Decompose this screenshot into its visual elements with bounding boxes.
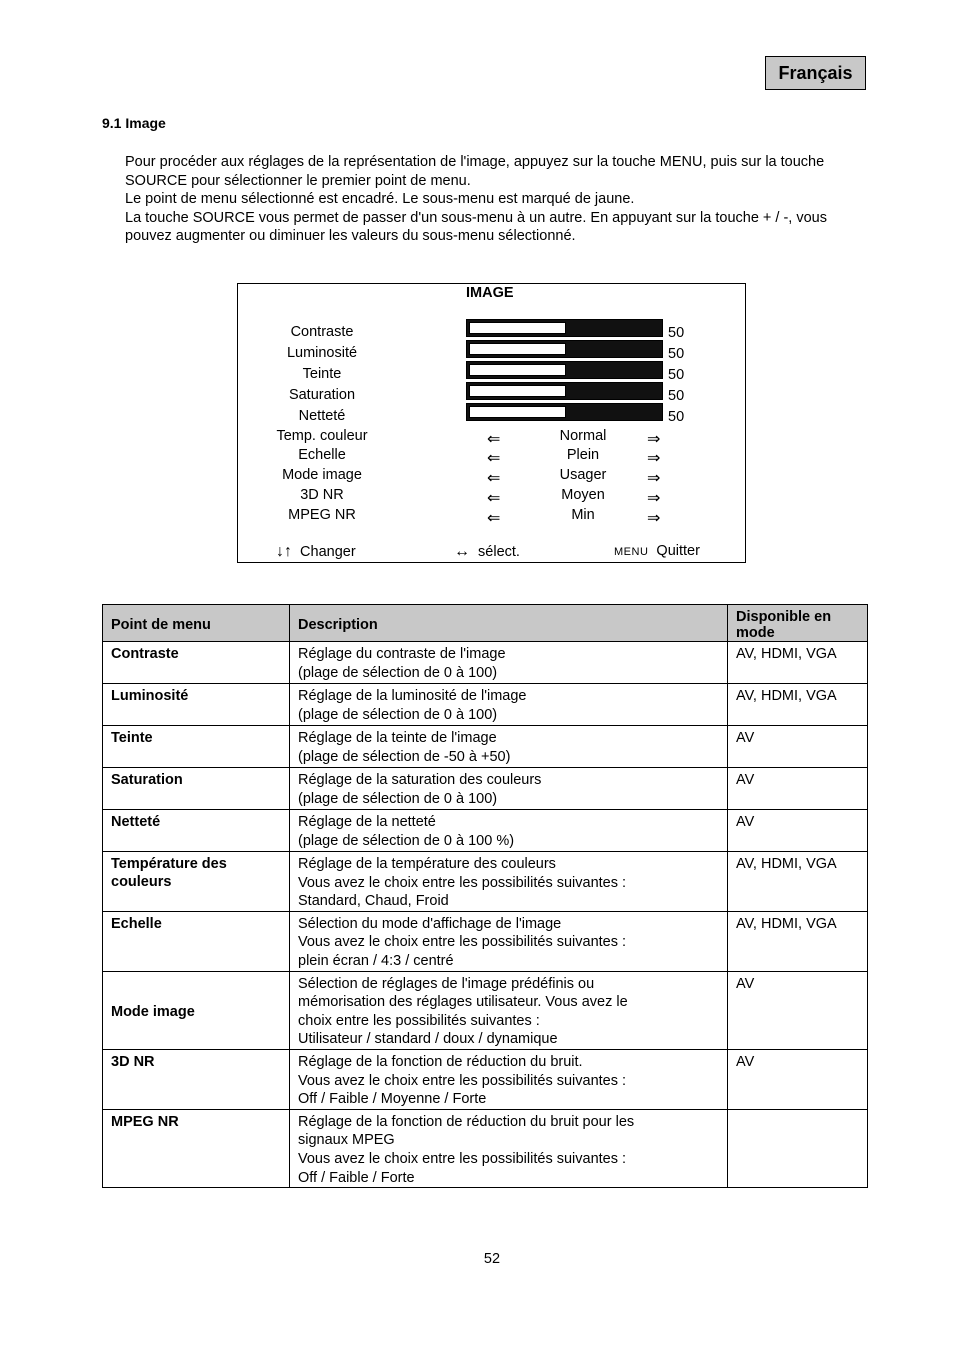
osd-option-value: Min (571, 507, 595, 523)
description-line: (plage de sélection de 0 à 100 %) (298, 832, 515, 849)
osd-slider-label: Contraste (290, 324, 354, 340)
menu-item-mode: AV (728, 726, 868, 768)
table-row (103, 768, 868, 810)
osd-option-row[interactable] (238, 428, 745, 448)
arrow-left-icon[interactable]: ⇐ (487, 431, 501, 448)
menu-item-name: Netteté (103, 810, 290, 852)
osd-slider-fill (469, 322, 566, 334)
arrow-right-icon[interactable]: ⇒ (647, 510, 661, 527)
osd-slider-label: Netteté (298, 408, 346, 424)
menu-item-mode: AV, HDMI, VGA (728, 684, 868, 726)
description-line: mémorisation des réglages utilisateur. Vous avez le (298, 994, 628, 1011)
osd-option-label: Mode image (282, 467, 362, 483)
intro-paragraph: Pour procéder aux réglages de la représentation de l'image, appuyez sur la touche MENU, puis sur la touche SOURCE pour sélectionner le premier point de menu. (125, 154, 825, 189)
table-row (103, 810, 868, 852)
table-header-row (103, 605, 868, 642)
description-line: Réglage du contraste de l'image (298, 646, 506, 662)
section-title: 9.1 Image (102, 115, 166, 131)
description-line: signaux MPEG (298, 1132, 395, 1149)
menu-item-name: Température des couleurs (103, 852, 290, 912)
description-line: Réglage de la fonction de réduction du bruit. (298, 1053, 583, 1070)
menu-item-description (290, 684, 728, 726)
description-line: Vous avez le choix entre les possibilités suivantes : (298, 1150, 627, 1167)
arrow-left-icon[interactable]: ⇐ (487, 490, 501, 507)
menu-item-description (290, 911, 728, 971)
menu-item-mode: AV (728, 810, 868, 852)
description-line: Off / Faible / Forte (298, 1169, 415, 1186)
menu-item-description (290, 971, 728, 1049)
menu-item-mode: AV, HDMI, VGA (728, 911, 868, 971)
osd-image-menu (237, 283, 746, 563)
arrow-right-icon[interactable]: ⇒ (647, 470, 661, 487)
description-line: Vous avez le choix entre les possibilités suivantes : (298, 874, 627, 891)
osd-slider-label: Saturation (288, 387, 356, 403)
menu-item-name: Echelle (103, 911, 290, 971)
arrow-right-icon[interactable]: ⇒ (647, 431, 661, 448)
osd-slider-bar[interactable] (466, 382, 663, 400)
osd-slider-fill (469, 385, 566, 397)
updown-arrows-icon: ↓↑ (276, 543, 292, 560)
description-line: Sélection de réglages de l'image prédéfinis ou (298, 975, 595, 992)
arrow-left-icon[interactable]: ⇐ (487, 510, 501, 527)
osd-footer-quit (614, 543, 700, 559)
osd-option-value: Plein (566, 447, 600, 463)
description-line: Réglage de la fonction de réduction du bruit pour les (298, 1113, 635, 1130)
osd-option-label: Echelle (298, 447, 346, 463)
menu-item-description (290, 768, 728, 810)
description-line: Vous avez le choix entre les possibilités suivantes : (298, 1072, 627, 1089)
osd-footer-select (454, 543, 520, 561)
menu-item-name: Saturation (103, 768, 290, 810)
menu-item-mode: AV, HDMI, VGA (728, 852, 868, 912)
description-line: Réglage de la luminosité de l'image (298, 688, 527, 704)
osd-slider-value: 50 (668, 346, 685, 362)
arrow-left-icon[interactable]: ⇐ (487, 450, 501, 467)
osd-slider-value: 50 (668, 325, 685, 341)
menu-item-description (290, 726, 728, 768)
menu-item-description (290, 642, 728, 684)
table-row (103, 1109, 868, 1187)
menu-item-mode: AV (728, 768, 868, 810)
osd-slider-value: 50 (668, 367, 685, 383)
description-line: Réglage de la netteté (298, 814, 436, 830)
description-line: Standard, Chaud, Froid (298, 893, 449, 910)
menu-item-description (290, 852, 728, 912)
page-number: 52 (483, 1251, 501, 1267)
menu-item-name: Contraste (103, 642, 290, 684)
menu-item-mode: AV (728, 971, 868, 1049)
menu-table (102, 604, 868, 1188)
osd-slider-value: 50 (668, 388, 685, 404)
description-line: choix entre les possibilités suivantes : (298, 1012, 540, 1029)
menu-item-name: Luminosité (103, 684, 290, 726)
intro-paragraph: Le point de menu sélectionné est encadré. Le sous-menu est marqué de jaune. (125, 191, 635, 208)
menu-item-mode (728, 1109, 868, 1187)
osd-slider-bar[interactable] (466, 340, 663, 358)
osd-slider-label: Teinte (302, 366, 342, 382)
description-line: (plage de sélection de 0 à 100) (298, 790, 498, 807)
osd-option-row[interactable] (238, 467, 745, 487)
menu-item-description (290, 1049, 728, 1109)
description-line: Vous avez le choix entre les possibilités suivantes : (298, 934, 627, 951)
description-line: Réglage de la teinte de l'image (298, 730, 497, 746)
description-line: Utilisateur / standard / doux / dynamique (298, 1031, 558, 1048)
language-badge: Français (765, 56, 866, 90)
osd-footer-change (276, 543, 356, 561)
osd-slider-value: 50 (668, 409, 685, 425)
description-line: plein écran / 4:3 / centré (298, 952, 454, 969)
osd-option-value: Normal (559, 428, 607, 444)
menu-key-label: MENU (614, 546, 649, 558)
table-row (103, 971, 868, 1049)
arrow-right-icon[interactable]: ⇒ (647, 450, 661, 467)
osd-option-row[interactable] (238, 487, 745, 507)
quit-label: Quitter (656, 543, 700, 559)
osd-slider-bar[interactable] (466, 319, 663, 337)
description-line: Off / Faible / Moyenne / Forte (298, 1091, 487, 1108)
menu-item-description (290, 1109, 728, 1187)
leftright-arrow-icon: ↔ (454, 543, 470, 560)
osd-option-label: Temp. couleur (276, 428, 368, 444)
osd-title: IMAGE (466, 285, 514, 301)
osd-option-value: Moyen (561, 487, 605, 503)
osd-option-row[interactable] (238, 447, 745, 467)
table-row (103, 726, 868, 768)
change-label: Changer (300, 544, 356, 560)
menu-item-name: Teinte (103, 726, 290, 768)
description-line: Sélection du mode d'affichage de l'image (298, 915, 562, 932)
header-point-de-menu: Point de menu (103, 605, 290, 642)
table-row (103, 852, 868, 912)
menu-item-mode: AV (728, 1049, 868, 1109)
osd-slider-fill (469, 364, 566, 376)
osd-option-row[interactable] (238, 507, 745, 527)
description-line: (plage de sélection de 0 à 100) (298, 664, 498, 681)
header-disponible: Disponible en mode (728, 605, 868, 642)
menu-item-mode: AV, HDMI, VGA (728, 642, 868, 684)
table-row (103, 642, 868, 684)
osd-slider-row[interactable] (238, 408, 745, 428)
osd-option-label: MPEG NR (288, 507, 356, 523)
osd-slider-fill (469, 406, 566, 418)
arrow-right-icon[interactable]: ⇒ (647, 490, 661, 507)
table-row (103, 684, 868, 726)
menu-item-name: MPEG NR (103, 1109, 290, 1187)
description-line: Réglage de la température des couleurs (298, 856, 556, 872)
osd-slider-bar[interactable] (466, 361, 663, 379)
select-label: sélect. (478, 544, 520, 560)
table-row (103, 911, 868, 971)
description-line: (plage de sélection de -50 à +50) (298, 748, 511, 765)
arrow-left-icon[interactable]: ⇐ (487, 470, 501, 487)
menu-item-name: 3D NR (103, 1049, 290, 1109)
table-row (103, 1049, 868, 1109)
description-line: Réglage de la saturation des couleurs (298, 772, 542, 788)
menu-item-name: Mode image (103, 971, 290, 1049)
osd-slider-fill (469, 343, 566, 355)
menu-item-description (290, 810, 728, 852)
header-description: Description (290, 605, 728, 642)
intro-text (125, 153, 870, 246)
osd-slider-bar[interactable] (466, 403, 663, 421)
osd-option-value: Usager (559, 467, 607, 483)
osd-slider-label: Luminosité (286, 345, 358, 361)
description-line: (plage de sélection de 0 à 100) (298, 706, 498, 723)
intro-paragraph: La touche SOURCE vous permet de passer d'un sous-menu à un autre. En appuyant sur la touche + / -, vous pouvez augmenter ou diminuer les valeurs du sous-menu sélectionné. (125, 209, 827, 245)
osd-option-label: 3D NR (300, 487, 344, 503)
